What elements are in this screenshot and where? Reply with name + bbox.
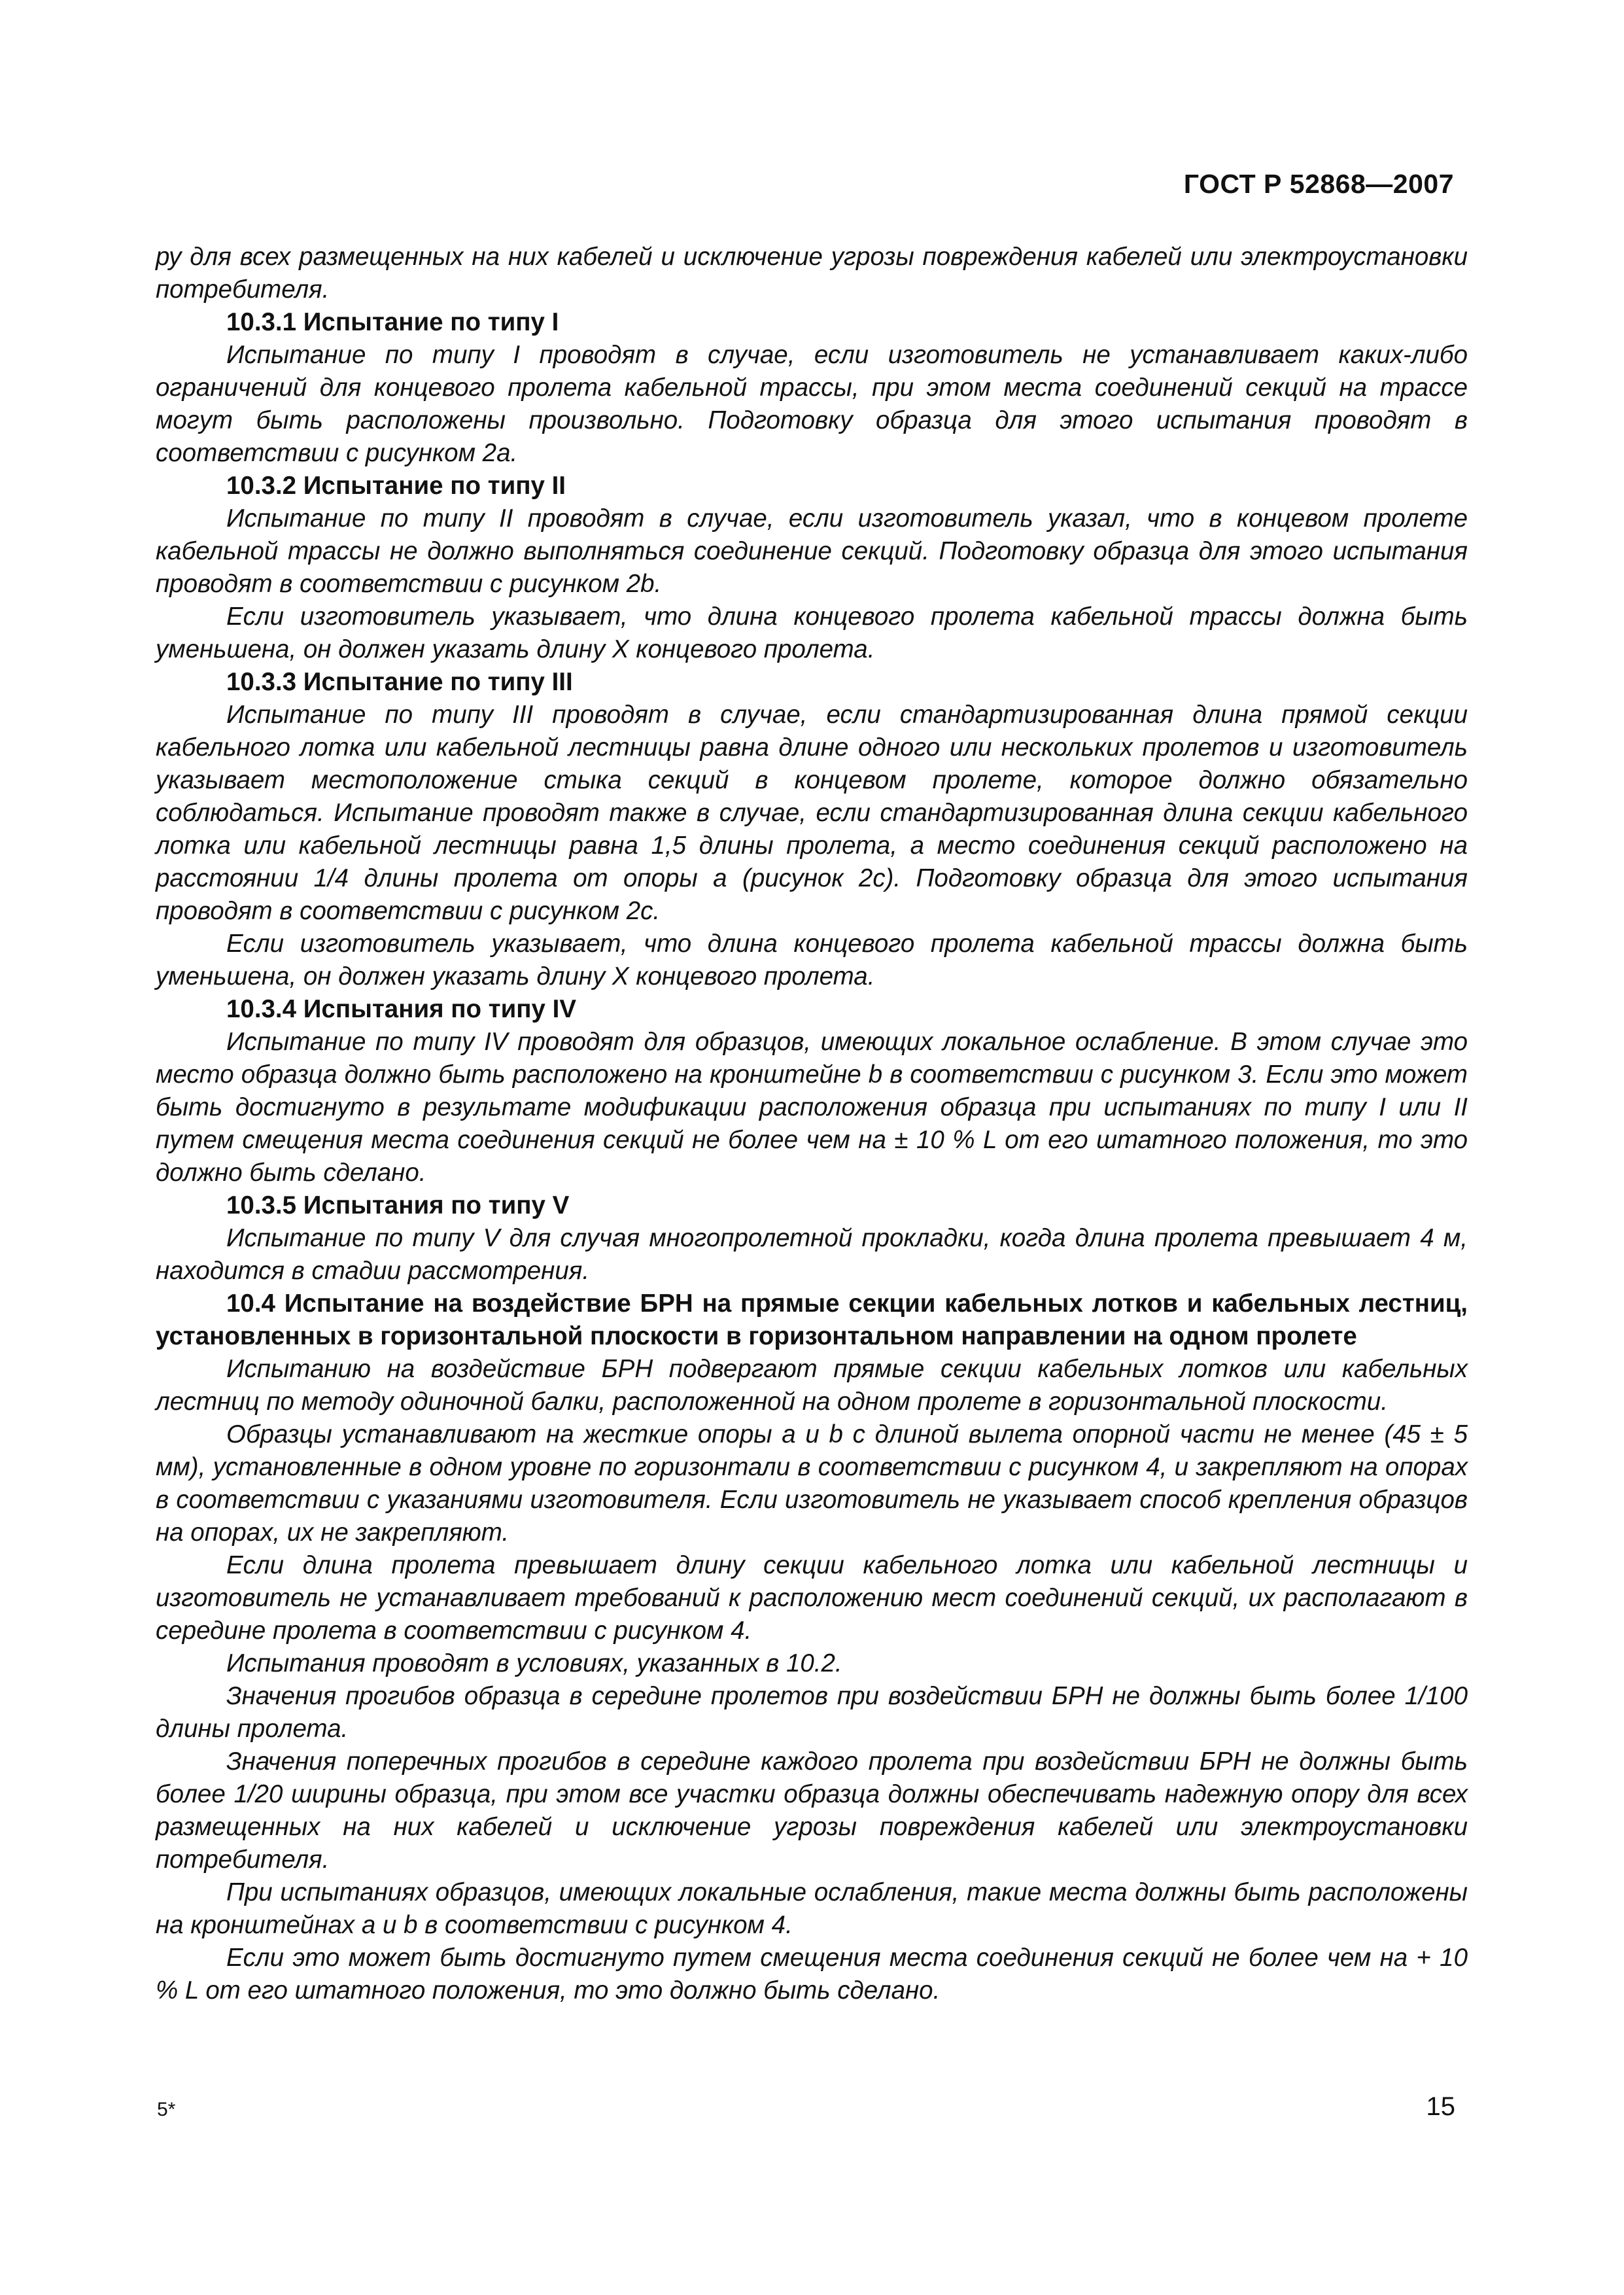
paragraph: Если изготовитель указывает, что длина концевого пролета кабельной трассы должна быть уменьшена, он должен указать длину Х концевого пролета. [156,930,1468,990]
document-header-id: ГОСТ Р 52868—2007 [1183,169,1454,199]
paragraph: Испытание по типу V для случая многопролетной прокладки, когда длина пролета превышает 4 м, находится в стадии рассмотрения. [156,1224,1468,1285]
paragraph: Если это может быть достигнуто путем смещения места соединения секций не более чем на + 10 % L от его штатного положения, то это должно быть сделано. [156,1944,1468,2005]
paragraph: Испытание по типу III проводят в случае, если стандартизированная длина прямой секции кабельного лотка или кабельной лестницы равна длине одного или нескольких пролетов и изготовитель указывает местоположение стыка секций в концевом пролете, которое должно обязательно соблюдаться. Испытание проводят также в случае, если стандартизированная длина секции кабельного лотка или кабельной лестницы равна 1,5 длины пролета, а место соединения секций расположено на расстоянии 1/4 длины пролета от опоры а (рисунок 2с). Подготовку образца для этого испытания проводят в соответствии с рисунком 2с. [156,701,1468,925]
footer-signature-mark: 5* [157,2099,176,2120]
paragraph: Если длина пролета превышает длину секции кабельного лотка или кабельной лестницы и изготовитель не устанавливает требований к расположению мест соединений секций, их располагают в середине пролета в соответствии с рисунком 4. [156,1551,1468,1645]
paragraph: Значения прогибов образца в середине пролетов при воздействии БРН не должны быть более 1/100 длины пролета. [156,1682,1468,1743]
paragraph: Образцы устанавливают на жесткие опоры а и b с длиной вылета опорной части не менее (45 ± 5 мм), установленные в одном уровне по горизонтали в соответствии с рисунком 4, и закрепляют на опорах в соответствии с указаниями изготовителя. Если изготовитель не указывает способ крепления образцов на опорах, их не закрепляют. [156,1420,1468,1547]
paragraph: Если изготовитель указывает, что длина концевого пролета кабельной трассы должна быть уменьшена, он должен указать длину Х концевого пролета. [156,603,1468,663]
section-heading-10-3-5: 10.3.5 Испытания по типу V [226,1191,570,1219]
paragraph: Испытание по типу II проводят в случае, если изготовитель указал, что в концевом пролете кабельной трассы не должно выполняться соединение секций. Подготовку образца для этого испытания проводят в соответствии с рисунком 2b. [156,504,1468,598]
paragraph: Испытанию на воздействие БРН подвергают прямые секции кабельных лотков или кабельных лестниц по методу одиночной балки, расположенной на одном пролете в горизонтальной плоскости. [156,1355,1468,1416]
section-heading-10-3-2: 10.3.2 Испытание по типу II [226,472,566,500]
document-body [156,241,1468,2007]
paragraph: При испытаниях образцов, имеющих локальные ослабления, такие места должны быть расположены на кронштейнах а и b в соответствии с рисунком 4. [156,1878,1468,1939]
section-heading-10-3-1: 10.3.1 Испытание по типу I [226,308,559,336]
section-heading-10-3-3: 10.3.3 Испытание по типу III [226,668,573,696]
paragraph: Значения поперечных прогибов в середине каждого пролета при воздействии БРН не должны быть более 1/20 ширины образца, при этом все участки образца должны обеспечивать надежную опору для всех размещенных на них кабелей и исключение угрозы повреждения кабелей или электроустановки потребителя. [156,1747,1468,1874]
section-heading-10-4: 10.4 Испытание на воздействие БРН на прямые секции кабельных лотков и кабельных лестниц, установленных в горизонтальной плоскости в горизонтальном направлении на одном пролете [156,1289,1468,1350]
section-heading-10-3-4: 10.3.4 Испытания по типу IV [226,995,577,1023]
paragraph-continuation: ру для всех размещенных на них кабелей и исключение угрозы повреждения кабелей или электроустановки потребителя. [156,243,1468,304]
paragraph: Испытание по типу I проводят в случае, если изготовитель не устанавливает каких-либо ограничений для концевого пролета кабельной трассы, при этом места соединений секций на трассе могут быть расположены произвольно. Подготовку образца для этого испытания проводят в соответствии с рисунком 2а. [156,341,1468,467]
paragraph: Испытания проводят в условиях, указанных в 10.2. [226,1649,842,1677]
page-number: 15 [1426,2092,1455,2121]
paragraph: Испытание по типу IV проводят для образцов, имеющих локальное ослабление. В этом случае это место образца должно быть расположено на кронштейне b в соответствии с рисунком 3. Если это может быть достигнуто в результате модификации расположения образца при испытаниях по типу I или II путем смещения места соединения секций не более чем на ± 10 % L от его штатного положения, то это должно быть сделано. [156,1028,1468,1187]
